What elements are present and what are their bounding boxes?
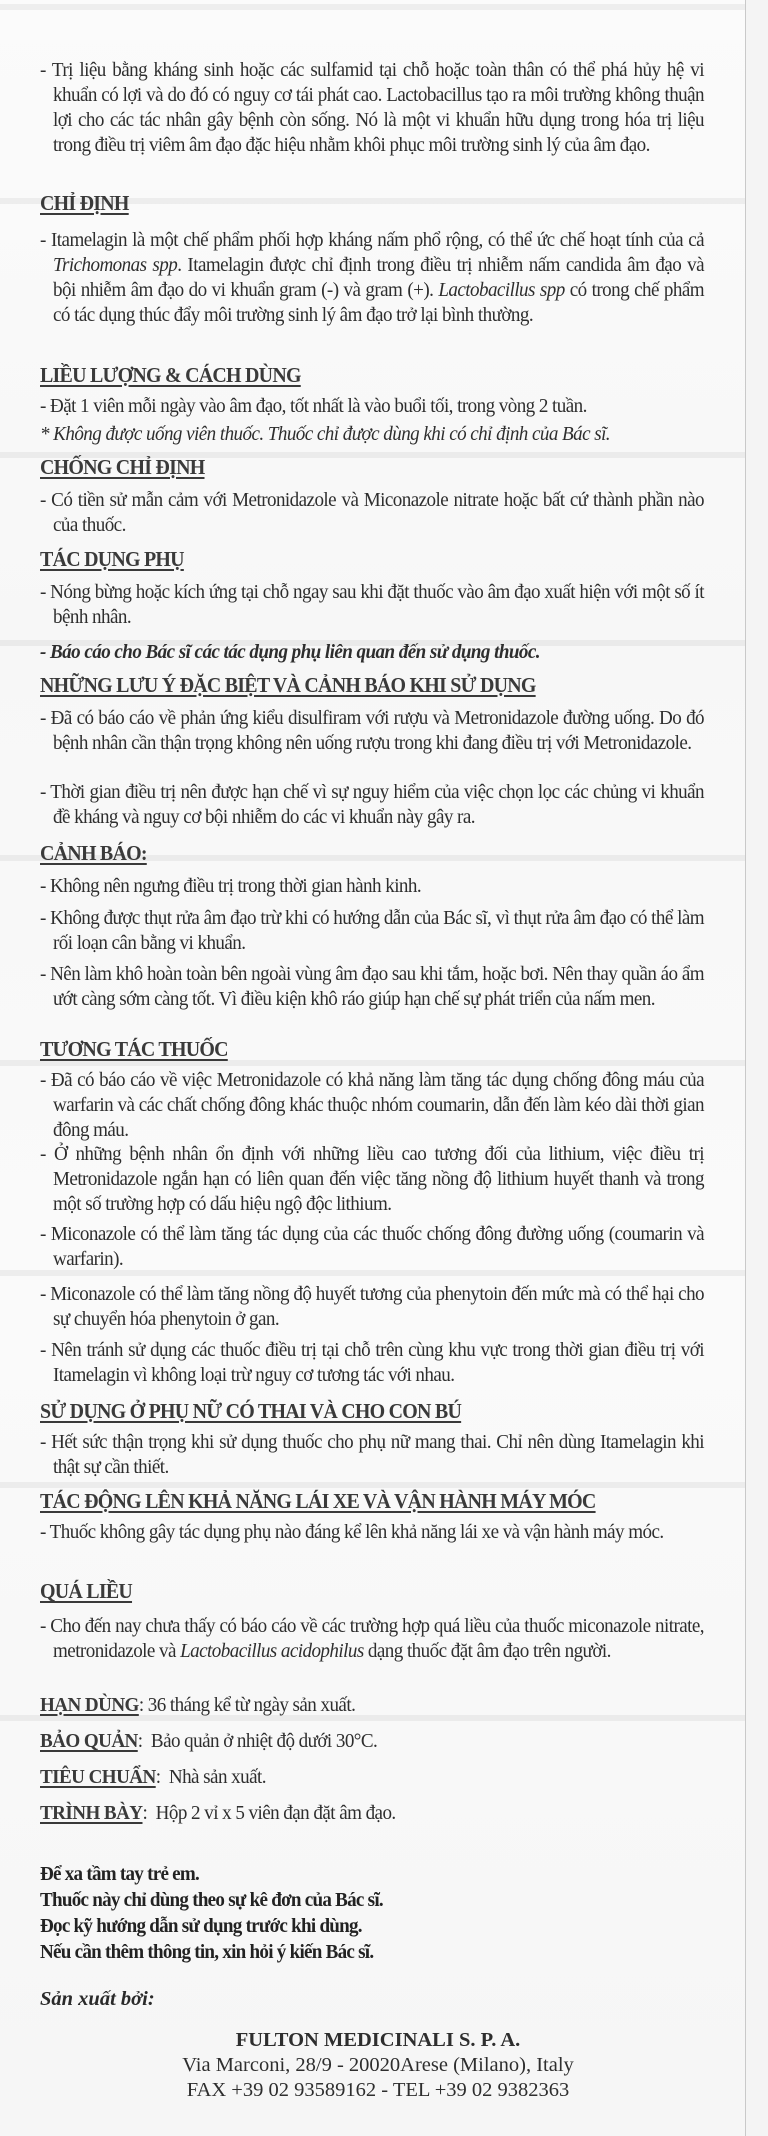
co-thai-paragraph: - Hết sức thận trọng khi sử dụng thuốc cho phụ nữ mang thai. Chỉ nên dùng Itamelagin khi thật sự cần thiết. <box>40 1431 705 1478</box>
luu-y-paragraph-2: - Thời gian điều trị nên được hạn chế vì sự nguy hiểm của việc chọn lọc các chủng vi khuẩn đề kháng và nguy cơ bội nhiễm do các vi khuẩn này gây ra. <box>40 781 705 828</box>
info-trinh-bay: TRÌNH BÀY: Hộp 2 vỉ x 5 viên đạn đặt âm đạo. <box>40 1802 396 1824</box>
qua-lieu-paragraph: - Cho đến nay chưa thấy có báo cáo về các trường hợp quá liều của thuốc miconazole nitrate, metronidazole và Lactobacillus acidophilus dạng thuốc đặt âm đạo trên người. <box>40 1615 705 1662</box>
info-tieu-chuan: TIÊU CHUẨN: Nhà sản xuất. <box>40 1766 266 1788</box>
canh-bao-paragraph-2: - Không được thụt rửa âm đạo trừ khi có hướng dẫn của Bác sĩ, vì thụt rửa âm đạo có thể làm rối loạn cân bằng vi khuẩn. <box>40 907 705 954</box>
warning-line: Đọc kỹ hướng dẫn sử dụng trước khi dùng. <box>40 1915 362 1937</box>
heading-tuong-tac: TƯƠNG TÁC THUỐC <box>40 1037 228 1061</box>
heading-lai-xe: TÁC ĐỘNG LÊN KHẢ NĂNG LÁI XE VÀ VẬN HÀNH MÁY MÓC <box>40 1489 596 1513</box>
tuong-tac-paragraph-5: - Nên tránh sử dụng các thuốc điều trị tại chỗ trên cùng khu vực trong thời gian điều trị với Itamelagin vì không loại trừ nguy cơ tương tác với nhau. <box>40 1339 705 1386</box>
luu-y-paragraph-1: - Đã có báo cáo về phản ứng kiểu disulfiram với rượu và Metronidazole đường uống. Do đó bệnh nhân cần thận trọng không nên uống rượu trong khi đang điều trị với Metronidazole. <box>40 707 705 754</box>
lieu-luong-paragraph: - Đặt 1 viên mỗi ngày vào âm đạo, tốt nhất là vào buổi tối, trong vòng 2 tuần. <box>40 395 587 417</box>
warning-line: Để xa tầm tay trẻ em. <box>40 1863 200 1885</box>
heading-tac-dung-phu: TÁC DỤNG PHỤ <box>40 547 184 571</box>
lai-xe-paragraph: - Thuốc không gây tác dụng phụ nào đáng kể lên khả năng lái xe và vận hành máy móc. <box>40 1521 664 1543</box>
heading-qua-lieu: QUÁ LIỀU <box>40 1579 133 1603</box>
manufacturer-block <box>40 2028 716 2103</box>
tac-dung-phu-paragraph: - Nóng bừng hoặc kích ứng tại chỗ ngay sau khi đặt thuốc vào âm đạo xuất hiện với một số ít bệnh nhân. <box>40 581 705 628</box>
manufacturer-label: Sản xuất bởi: <box>40 1988 155 2010</box>
tuong-tac-paragraph-4: - Miconazole có thể làm tăng nồng độ huyết tương của phenytoin đến mức mà có thể hại cho sự chuyển hóa phenytoin ở gan. <box>40 1283 705 1330</box>
manufacturer-address: Via Marconi, 28/9 - 20020Arese (Milano), Italy <box>182 2054 574 2076</box>
heading-lieu-luong: LIỀU LƯỢNG & CÁCH DÙNG <box>40 363 301 387</box>
info-bao-quan: BẢO QUẢN: Bảo quản ở nhiệt độ dưới 30°C. <box>40 1730 378 1752</box>
chong-chi-dinh-paragraph: - Có tiền sử mẫn cảm với Metronidazole và Miconazole nitrate hoặc bất cứ thành phần nào của thuốc. <box>40 489 705 536</box>
canh-bao-paragraph-1: - Không nên ngưng điều trị trong thời gian hành kinh. <box>40 875 422 897</box>
heading-chi-dinh: CHỈ ĐỊNH <box>40 191 129 215</box>
fold-shadow <box>0 4 745 10</box>
warning-line: Thuốc này chỉ dùng theo sự kê đơn của Bác sĩ. <box>40 1889 383 1911</box>
heading-luu-y: NHỮNG LƯU Ý ĐẶC BIỆT VÀ CẢNH BÁO KHI SỬ DỤNG <box>40 673 536 697</box>
tuong-tac-paragraph-1: - Đã có báo cáo về việc Metronidazole có khả năng làm tăng tác dụng chống đông máu của warfarin và các chất chống đông khác thuộc nhóm coumarin, dẫn đến làm kéo dài thời gian đông máu. <box>40 1069 705 1141</box>
info-han-dung: HẠN DÙNG: 36 tháng kể từ ngày sản xuất. <box>40 1694 356 1716</box>
heading-co-thai: SỬ DỤNG Ở PHỤ NỮ CÓ THAI VÀ CHO CON BÚ <box>40 1399 462 1423</box>
chi-dinh-paragraph: - Itamelagin là một chế phẩm phối hợp kháng nấm phổ rộng, có thể ức chế hoạt tính của cả Trichomonas spp. Itamelagin được chỉ định trong điều trị nhiễm nấm candida âm đạo và bội nhiễm âm đạo do vi khuẩn gram (-) và gram (+). Lactobacillus spp có trong chế phẩm có tác dụng thúc đẩy môi trường sinh lý âm đạo trở lại bình thường. <box>40 229 705 326</box>
tuong-tac-paragraph-2: - Ở những bệnh nhân ổn định với những liều cao tương đối của lithium, việc điều trị Metronidazole ngắn hạn có liên quan đến việc tăng nồng độ lithium huyết thanh và trong một số trường hợp có dấu hiệu ngộ độc lithium. <box>40 1143 705 1215</box>
warning-line: Nếu cần thêm thông tin, xin hỏi ý kiến Bác sĩ. <box>40 1941 374 1963</box>
heading-chong-chi-dinh: CHỐNG CHỈ ĐỊNH <box>40 455 205 479</box>
intro-paragraph: - Trị liệu bằng kháng sinh hoặc các sulfamid tại chỗ hoặc toàn thân có thể phá hủy hệ vi khuẩn có lợi và do đó có nguy cơ tái phát cao. Lactobacillus tạo ra môi trường không thuận lợi cho các tác nhân gây bệnh còn sống. Nó là một vi khuẩn hữu dụng trong hóa trị liệu trong điều trị viêm âm đạo đặc hiệu nhằm khôi phục môi trường sinh lý của âm đạo. <box>40 59 705 156</box>
heading-canh-bao: CẢNH BÁO: <box>40 841 147 865</box>
manufacturer-contact: FAX +39 02 93589162 - TEL +39 02 9382363 <box>186 2079 570 2101</box>
canh-bao-paragraph-3: - Nên làm khô hoàn toàn bên ngoài vùng âm đạo sau khi tắm, hoặc bơi. Nên thay quần áo ẩm ướt càng sớm càng tốt. Vì điều kiện khô ráo giúp hạn chế sự phát triển của nấm men. <box>40 963 705 1010</box>
lieu-luong-note: * Không được uống viên thuốc. Thuốc chỉ được dùng khi có chỉ định của Bác sĩ. <box>40 423 611 445</box>
tac-dung-phu-report: - Báo cáo cho Bác sĩ các tác dụng phụ liên quan đến sử dụng thuốc. <box>40 641 541 663</box>
tuong-tac-paragraph-3: - Miconazole có thể làm tăng tác dụng của các thuốc chống đông đường uống (coumarin và warfarin). <box>40 1223 705 1270</box>
manufacturer-name: FULTON MEDICINALI S. P. A. <box>235 2029 521 2051</box>
